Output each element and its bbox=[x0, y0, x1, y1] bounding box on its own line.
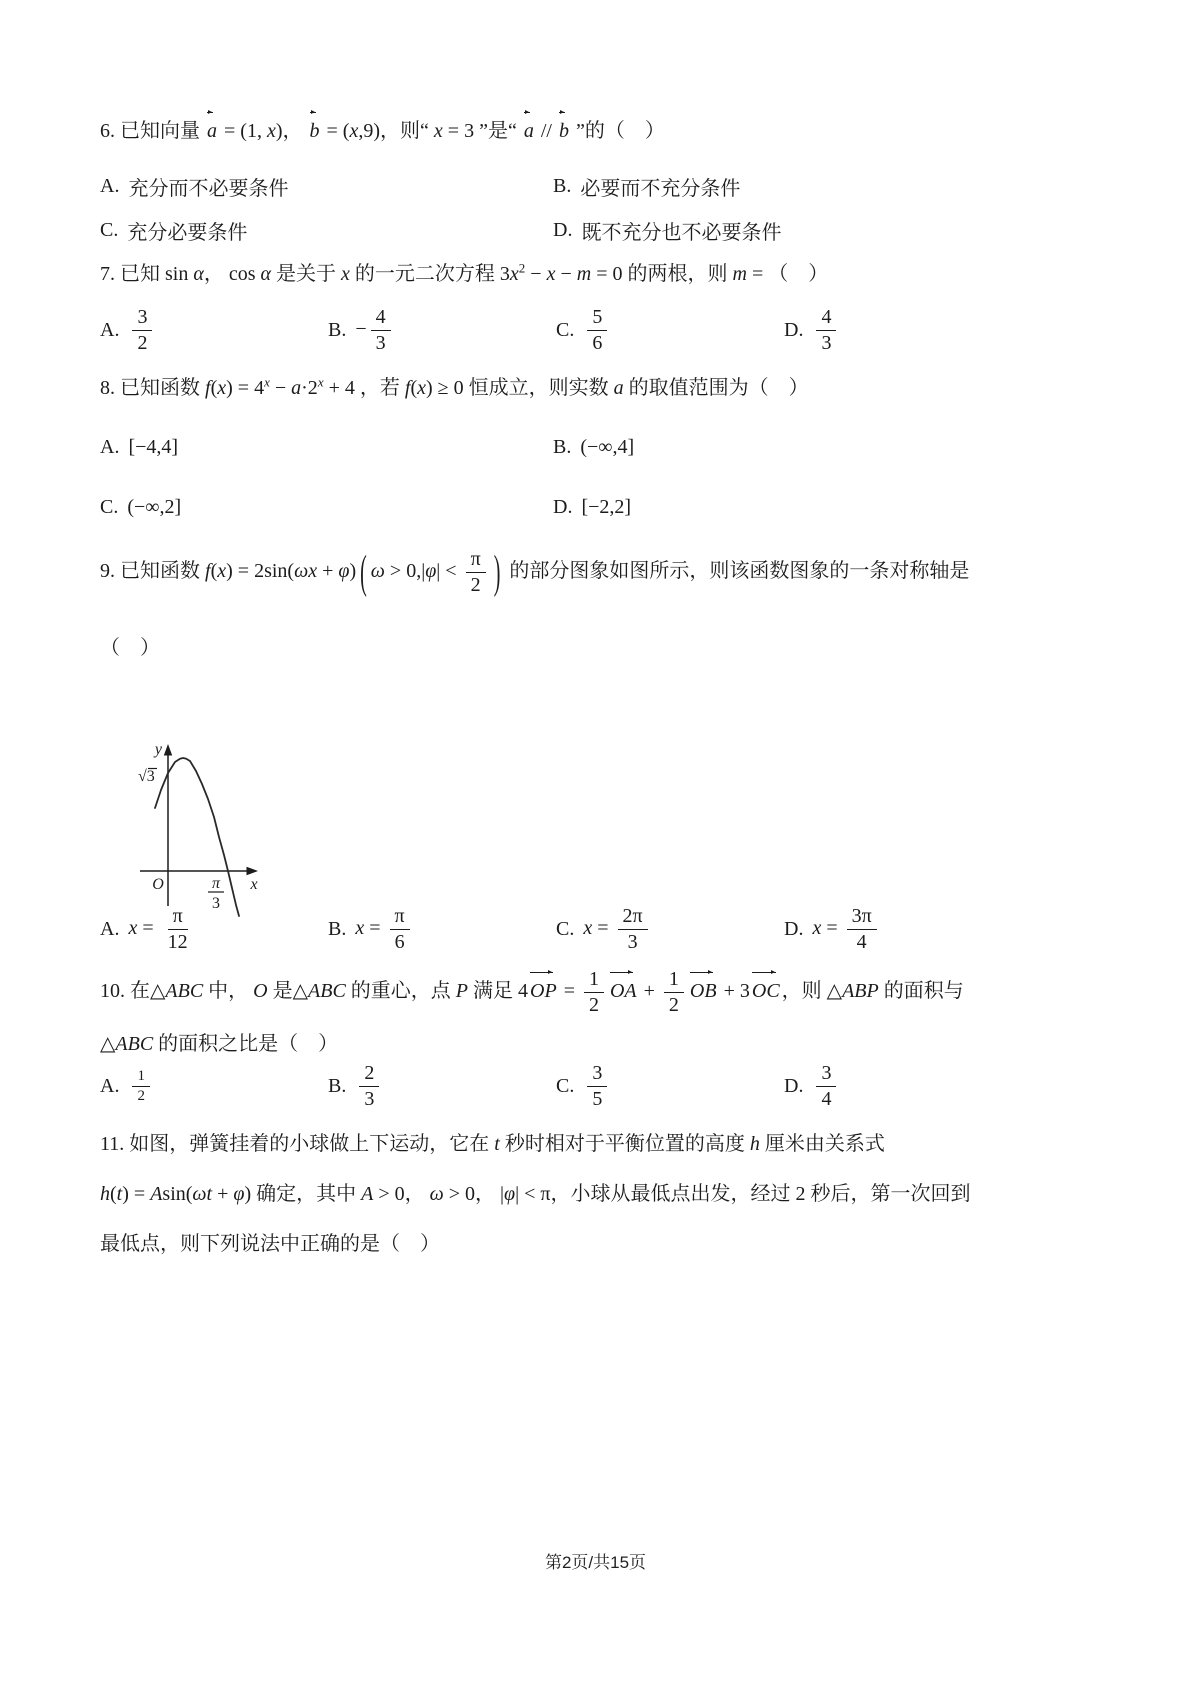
option-label: C. bbox=[100, 496, 119, 518]
option-text: $\frac{3}{2}$ bbox=[128, 306, 156, 355]
option-text: x = $\frac{2\pi}{3}$ bbox=[583, 905, 651, 954]
origin-label: O bbox=[152, 876, 164, 893]
option-b bbox=[328, 905, 556, 954]
option-label: A. bbox=[100, 1075, 120, 1097]
question-8-stem: 8. 已知函数 $f(x) = 4^x - a\cdot 2^x + 4$ ，若 f(x) ≥ 0 恒成立，则实数 a 的取值范围为（ ） bbox=[100, 374, 809, 399]
option-label: D. bbox=[553, 219, 573, 241]
option-c bbox=[556, 1062, 784, 1111]
question-10-options bbox=[100, 1062, 1100, 1111]
option-a bbox=[100, 306, 328, 355]
question-11 bbox=[100, 1128, 1100, 1160]
question-7-options bbox=[100, 306, 1100, 355]
y-axis-arrow bbox=[164, 744, 172, 756]
option-text: (−∞,4] bbox=[580, 436, 635, 458]
question-10-stem-line1: 10. 在△ABC 中， O 是△ABC 的重心，点 P 满足 4 OP = $\frac{1}{2}$ OA + $\frac{1}{2}$ OB + 3 OC ，则 △ABP 的面积与 bbox=[100, 968, 964, 1016]
page-footer: 第2页/共15页 bbox=[544, 1553, 647, 1572]
x-tick-3: 3 bbox=[212, 895, 220, 912]
option-text: $\frac{2}{3}$ bbox=[355, 1062, 383, 1111]
option-label: D. bbox=[784, 1075, 804, 1097]
question-9-options bbox=[100, 905, 1100, 954]
option-a bbox=[100, 172, 553, 201]
question-9-stem: 9. 已知函数 f(x) = 2sin(ωx + φ) ( ω > 0,|φ| < $\frac{\pi}{2}$ ) 的部分图象如图所示，则该函数图象的一条对称轴是 bbox=[100, 546, 970, 599]
option-a bbox=[100, 436, 553, 459]
option-label: A. bbox=[100, 175, 120, 197]
question-9-paren bbox=[100, 632, 1100, 664]
question-11-line2-wrap bbox=[100, 1178, 1100, 1210]
option-text: [−2,2] bbox=[581, 496, 632, 518]
option-label: B. bbox=[553, 175, 572, 197]
option-label: A. bbox=[100, 436, 120, 458]
option-text: $\frac{1}{2}$ bbox=[128, 1068, 154, 1106]
option-text: (−∞,2] bbox=[127, 496, 182, 518]
option-text: [−4,4] bbox=[128, 436, 179, 458]
option-label: A. bbox=[100, 918, 120, 940]
option-b bbox=[553, 436, 1100, 459]
question-8 bbox=[100, 372, 1100, 404]
question-6-options-ab bbox=[100, 172, 1100, 201]
question-6 bbox=[100, 108, 1100, 147]
option-text: $\frac{3}{5}$ bbox=[583, 1062, 611, 1111]
option-text: 既不充分也不必要条件 bbox=[581, 222, 782, 244]
option-c bbox=[100, 216, 553, 245]
option-text: $\frac{5}{6}$ bbox=[583, 306, 611, 355]
question-10-line2 bbox=[100, 1028, 1100, 1060]
option-d bbox=[784, 905, 1100, 954]
option-text: 充分必要条件 bbox=[127, 222, 248, 244]
option-text: $\frac{4}{3}$ bbox=[812, 306, 840, 355]
option-text: 充分而不必要条件 bbox=[128, 178, 289, 200]
option-label: C. bbox=[556, 1075, 575, 1097]
question-11-line2: h(t) = Asin(ωt + φ) 确定，其中 A > 0， ω > 0， |φ| < π，小球从最低点出发，经过 2 秒后，第一次回到 bbox=[100, 1183, 971, 1205]
y-tick-sqrt3: √3 bbox=[138, 768, 155, 785]
option-text: $\frac{3}{4}$ bbox=[812, 1062, 840, 1111]
x-axis-label: x bbox=[250, 876, 258, 893]
question-10 bbox=[100, 968, 1100, 1017]
option-b bbox=[328, 306, 556, 355]
option-b bbox=[328, 1062, 556, 1111]
option-label: B. bbox=[328, 319, 347, 341]
question-11-line1: 11. 如图，弹簧挂着的小球做上下运动，它在 t 秒时相对于平衡位置的高度 h 厘米由关系式 bbox=[100, 1133, 885, 1155]
question-10-stem-line2: △ABC 的面积之比是（ ） bbox=[100, 1033, 339, 1055]
answer-paren: （ ） bbox=[100, 637, 160, 659]
question-7 bbox=[100, 258, 1100, 290]
option-label: C. bbox=[100, 219, 119, 241]
question-7-stem: 7. 已知 sin α， cos α 是关于 x 的一元二次方程 $3x^2 - x - m = 0$ 的两根，则 m = （ ） bbox=[100, 260, 829, 285]
question-8-options-cd bbox=[100, 496, 1100, 519]
option-label: B. bbox=[328, 918, 347, 940]
option-d bbox=[784, 306, 1100, 355]
option-label: A. bbox=[100, 319, 120, 341]
option-a bbox=[100, 905, 328, 954]
option-label: B. bbox=[553, 436, 572, 458]
option-d bbox=[784, 1062, 1100, 1111]
x-axis-arrow bbox=[247, 867, 259, 875]
question-6-stem: 6. 已知向量 a = (1, x)， b = (x,9)，则“ x = 3 ”是“ a // b ”的（ ） bbox=[100, 108, 1100, 147]
question-6-options-cd bbox=[100, 216, 1100, 245]
option-d bbox=[553, 216, 1100, 245]
option-text: x = $\frac{\pi}{6}$ bbox=[355, 905, 413, 954]
option-c bbox=[100, 496, 553, 519]
option-label: C. bbox=[556, 918, 575, 940]
option-label: C. bbox=[556, 319, 575, 341]
option-b bbox=[553, 172, 1100, 201]
option-d bbox=[553, 496, 1100, 519]
option-text: x = $\frac{\pi}{12}$ bbox=[128, 905, 188, 953]
question-11-line3-wrap bbox=[100, 1228, 1100, 1260]
option-a bbox=[100, 1068, 328, 1106]
option-text: 必要而不充分条件 bbox=[580, 178, 741, 200]
q9-function-graph bbox=[128, 738, 268, 923]
option-label: D. bbox=[553, 496, 573, 518]
y-axis-label: y bbox=[154, 741, 162, 758]
question-9 bbox=[100, 548, 1100, 597]
option-label: D. bbox=[784, 319, 804, 341]
option-c bbox=[556, 905, 784, 954]
option-text: − $\frac{4}{3}$ bbox=[355, 306, 394, 355]
option-label: B. bbox=[328, 1075, 347, 1097]
x-tick-pi: π bbox=[211, 875, 221, 892]
option-text: x = $\frac{3\pi}{4}$ bbox=[812, 905, 880, 954]
question-8-options-ab bbox=[100, 436, 1100, 459]
option-label: D. bbox=[784, 918, 804, 940]
option-c bbox=[556, 306, 784, 355]
question-11-line3: 最低点，则下列说法中正确的是（ ） bbox=[100, 1233, 440, 1255]
